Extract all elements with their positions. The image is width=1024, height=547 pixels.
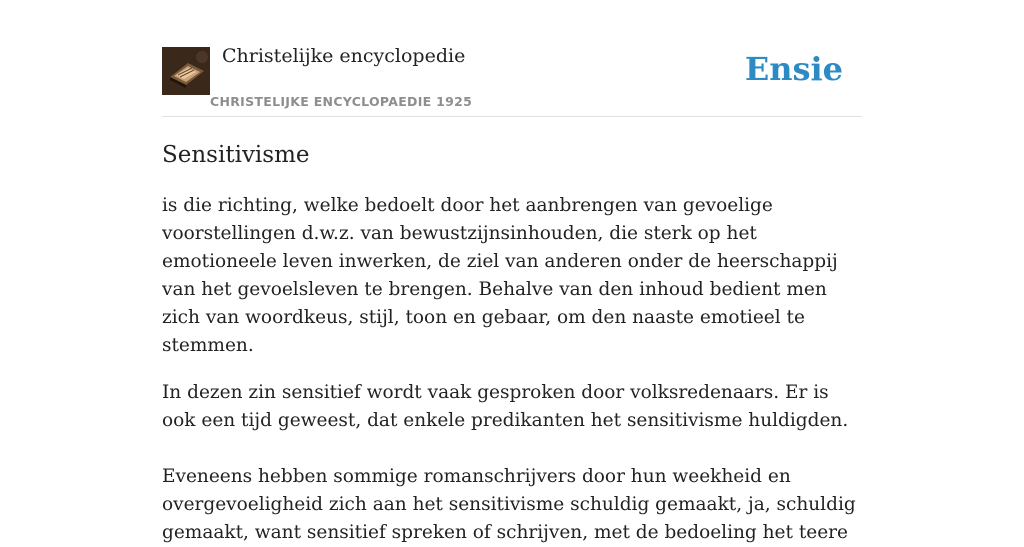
avatar[interactable]	[162, 47, 210, 95]
ensie-logo[interactable]: Ensie	[744, 50, 843, 88]
article-title: Sensitivisme	[162, 142, 310, 168]
site-subtitle[interactable]: CHRISTELIJKE ENCYCLOPAEDIE 1925	[210, 94, 473, 109]
article-paragraph: Eveneens hebben sommige romanschrijvers door hun weekheid en overgevoeligheid zich aan het sensitivisme schuldig gemaakt, ja, schuldig gemaakt, want sensitief spreken of schrijven, met de bedoeling het teere	[162, 466, 856, 543]
site-header	[162, 0, 862, 117]
article-paragraph: is die richting, welke bedoelt door het aanbrengen van gevoelige voorstellingen d.w.z. van bewustzijnsinhouden, die sterk op het emotioneele leven inwerken, de ziel van anderen onder de heerschappij van het gevoelsleven te brengen. Behalve van den inhoud bedient men zich van woordkeus, stijl, toon en gebaar, om den naaste emotieel te stemmen.	[162, 195, 838, 356]
article-paragraph: In dezen zin sensitief wordt vaak gesproken door volksredenaars. Er is ook een tijd geweest, dat enkele predikanten het sensitivisme huldigden.	[162, 382, 849, 431]
article	[162, 138, 862, 547]
site-title[interactable]: Christelijke encyclopedie	[222, 45, 466, 67]
book-photo-icon	[162, 47, 210, 95]
